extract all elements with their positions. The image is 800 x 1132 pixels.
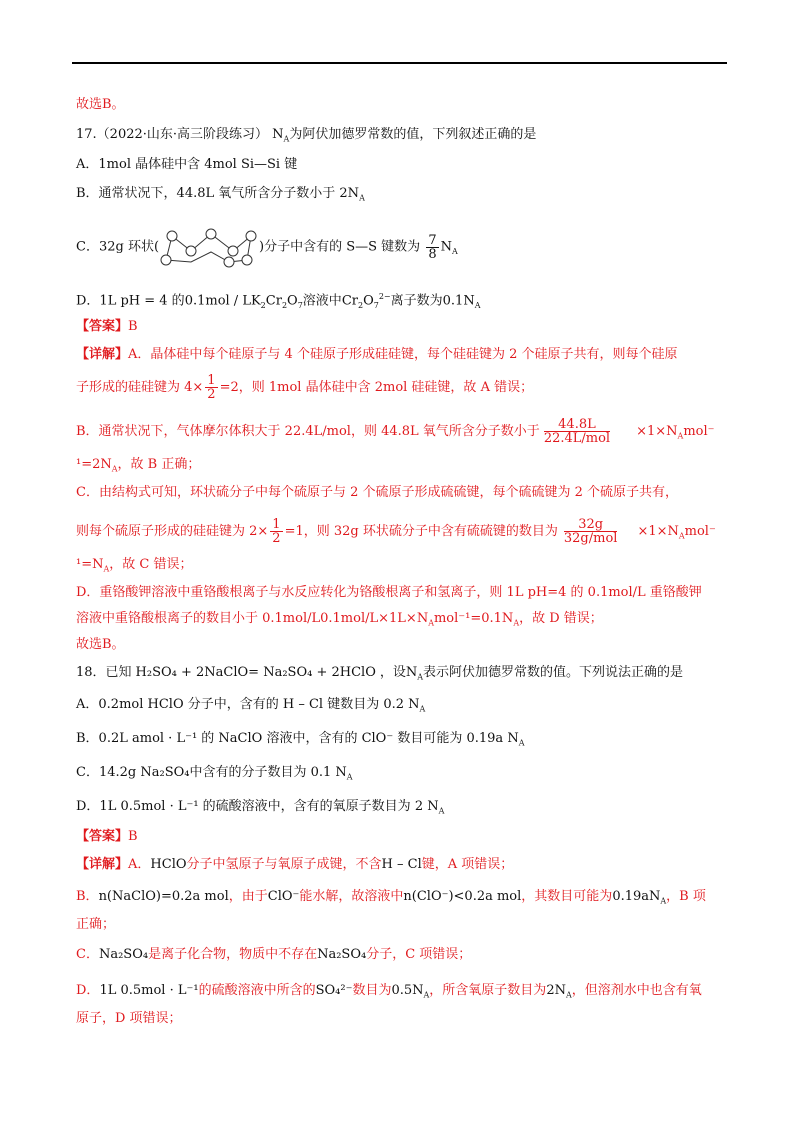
q17-detail-b2: $^1=2N_A$，故 B 正确； <box>76 457 201 474</box>
q18-answer: 【答案】B <box>76 829 138 844</box>
q17-conclusion: 故选B。 <box>76 637 125 652</box>
q17-detail-a2: 子形成的硅硅键为 4× $\frac{1}{2}$ =2，则 1mol 晶体硅中含 2mol 硅硅键，故 A 错误； <box>76 373 534 402</box>
q17-option-b: B．通常状况下，44.8L 氧气所含分子数小于 $2N_A$ <box>76 186 365 203</box>
s8-ring-structure <box>159 224 259 270</box>
q18-option-c: C．14.2g Na₂SO₄中含有的分子数目为 0.1 $N_A$ <box>76 765 353 782</box>
prev-conclusion: 故选B。 <box>76 97 125 112</box>
q18-option-a: A．0.2mol HClO 分子中，含有的 H – Cl 键数目为 0.2 $N_A$ <box>76 697 426 714</box>
header-rule <box>72 62 727 64</box>
q17-detail-d1: D．重铬酸钾溶液中重铬酸根离子与水反应转化为铬酸根离子和氢离子，则 1L pH=4 的 0.1mol/L 重铬酸钾 <box>76 585 702 600</box>
q17-detail-d2: 溶液中重铬酸根离子的数目小于 $0.1mol/L0.1mol/L\times 1L\times N_Amol^{-1}=0.1N_A$，故 D 错误； <box>76 611 603 628</box>
q18-option-b: B．0.2L amol · L⁻¹ 的 NaClO 溶液中，含有的 ClO⁻ 数目可能为 0.19a $N_A$ <box>76 731 525 748</box>
q18-detail-b2: 正确； <box>76 917 116 932</box>
q17-option-a: A．1mol 晶体硅中含 4mol Si—Si 键 <box>76 157 298 172</box>
q18-detail-d1: D．1L 0.5mol · L⁻¹的硫酸溶液中所含的SO₄²⁻数目为$0.5N_A$，所含氧原子数目为$2N_A$，但溶剂水中也含有氧 <box>76 983 702 1000</box>
fraction-7-8: $\frac{7}{8}$ <box>428 232 437 262</box>
q18-detail-b1: B．n(NaClO)=0.2a mol，由于ClO⁻能水解，故溶液中n(ClO⁻)<0.2a mol，其数目可能为$0.19aN_A$，B 项 <box>76 889 706 906</box>
q17-option-c: C．32g 环状( )分子中含有的 S—S 键数为 $\frac{7}{8}$ $N_A$ <box>76 224 458 270</box>
q17-detail-c3: $^1=N_A$，故 C 错误； <box>76 557 193 574</box>
q18-detail-d2: 原子，D 项错误； <box>76 1011 182 1026</box>
q18-option-d: D．1L 0.5mol · L⁻¹ 的硫酸溶液中，含有的氧原子数目为 2 $N_A$ <box>76 799 445 816</box>
q17-option-d: D．1L pH = 4 的$0.1mol / LK_2Cr_2O_7$溶液中$Cr_2O_7^{2-}$离子数为$0.1N_A$ <box>76 292 481 310</box>
q18-detail-c: C．Na₂SO₄是离子化合物，物质中不存在Na₂SO₄分子，C 项错误； <box>76 947 472 962</box>
q17-detail-b1: B．通常状况下，气体摩尔体积大于 22.4L/mol，则 44.8L 氧气所含分子数小于 $\frac{44.8L}{\text{22.4L/mol}}$ $\times 1\times N_Amol^-$ <box>76 417 715 446</box>
q17-detail-c2: 则每个硫原子形成的硅硅键为 2× $\frac{1}{2}$ =1，则 32g 环状硫分子中含有硫硫键的数目为 $\frac{32g}{\text{32g/mol}}$ $\times 1\times N_Amol^-$ <box>76 517 716 546</box>
q17-answer: 【答案】B <box>76 319 138 334</box>
q18-stem: 18．已知 H₂SO₄ + 2NaClO= Na₂SO₄ + 2HClO ，设$N_A$表示阿伏加德罗常数的值。下列说法正确的是 <box>76 665 684 682</box>
q17-detail-c1: C．由结构式可知，环状硫分子中每个硫原子与 2 个硫原子形成硫硫键，每个硫硫键为 2 个硫原子共有， <box>76 485 679 500</box>
q18-detail-a: 【详解】A．HClO分子中氢原子与氧原子成键，不含H – Cl键，A 项错误； <box>76 857 514 872</box>
q17-stem: 17.（2022·山东·高三阶段练习） $N_A$为阿伏加德罗常数的值，下列叙述正确的是 <box>76 127 537 144</box>
q17-detail-a1: 【详解】A．晶体硅中每个硅原子与 4 个硅原子形成硅硅键，每个硅硅键为 2 个硅原子共有，则每个硅原 <box>76 347 678 362</box>
